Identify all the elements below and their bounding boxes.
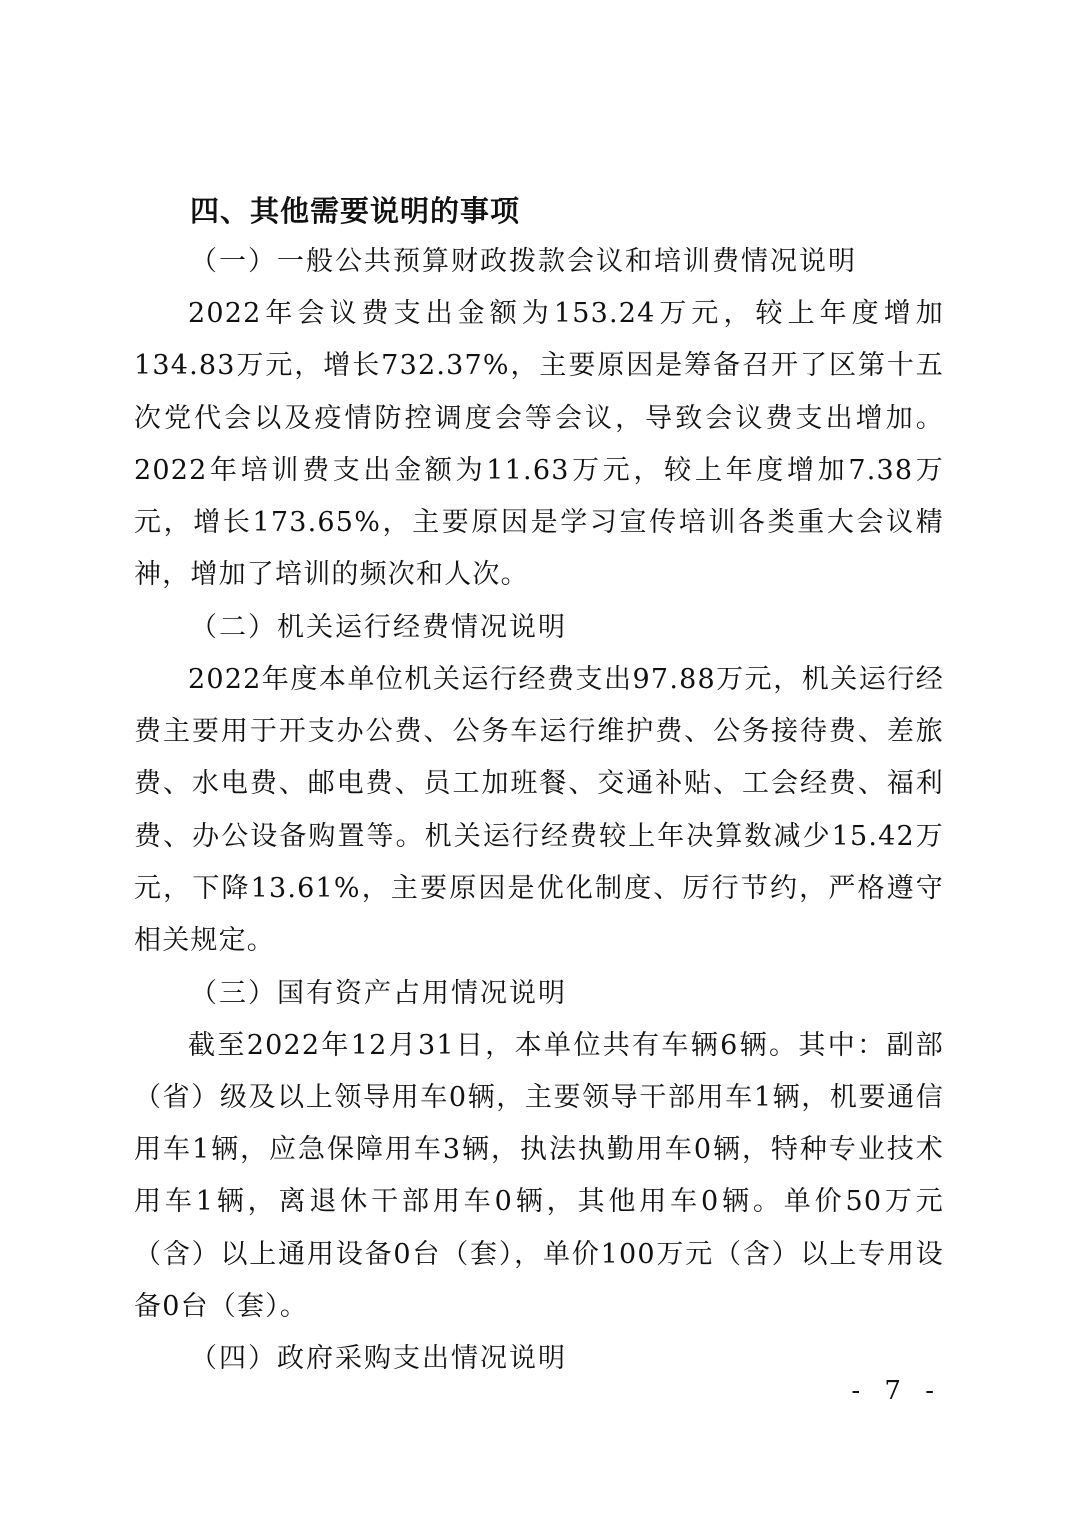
subsection-title-1: （一）一般公共预算财政拨款会议和培训费情况说明: [190, 246, 857, 277]
subsection-title-4: （四）政府采购支出情况说明: [190, 1343, 567, 1375]
paragraph-state-assets: 截至2022年12月31日，本单位共有车辆6辆。其中：副部（省）级及以上领导用车0辆，主要领导干部用车1辆，机要通信用车1辆，应急保障用车3辆，执法执勤用车0辆，特种专业技术用车1辆，离退休干部用车0辆，其他用车0辆。单价50万元（含）以上通用设备0台（套），单价100万元（含）以上专用设备0台（套）。: [134, 1029, 944, 1323]
paragraph-operating-expenses: 2022年度本单位机关运行经费支出97.88万元，机关运行经费主要用于开支办公费、公务车运行维护费、公务接待费、差旅费、水电费、邮电费、员工加班餐、交通补贴、工会经费、福利费、办公设备购置等。机关运行经费较上年决算数减少15.42万元，下降13.61%，主要原因是优化制度、厉行节约，严格遵守相关规定。: [134, 663, 944, 957]
document-body: [134, 186, 944, 1385]
page-number: - 7 -: [851, 1376, 942, 1406]
section-title: 四、其他需要说明的事项: [190, 194, 521, 228]
paragraph-meeting-training-fees: 2022年会议费支出金额为153.24万元，较上年度增加134.83万元，增长732.37%，主要原因是筹备召开了区第十五次党代会以及疫情防控调度会等会议，导致会议费支出增加。2022年培训费支出金额为11.63万元，较上年度增加7.38万元，增长173.65%，主要原因是学习宣传培训各类重大会议精神，增加了培训的频次和人次。: [134, 298, 944, 591]
subsection-title-3: （三）国有资产占用情况说明: [190, 977, 567, 1009]
subsection-title-2: （二）机关运行经费情况说明: [190, 611, 567, 643]
